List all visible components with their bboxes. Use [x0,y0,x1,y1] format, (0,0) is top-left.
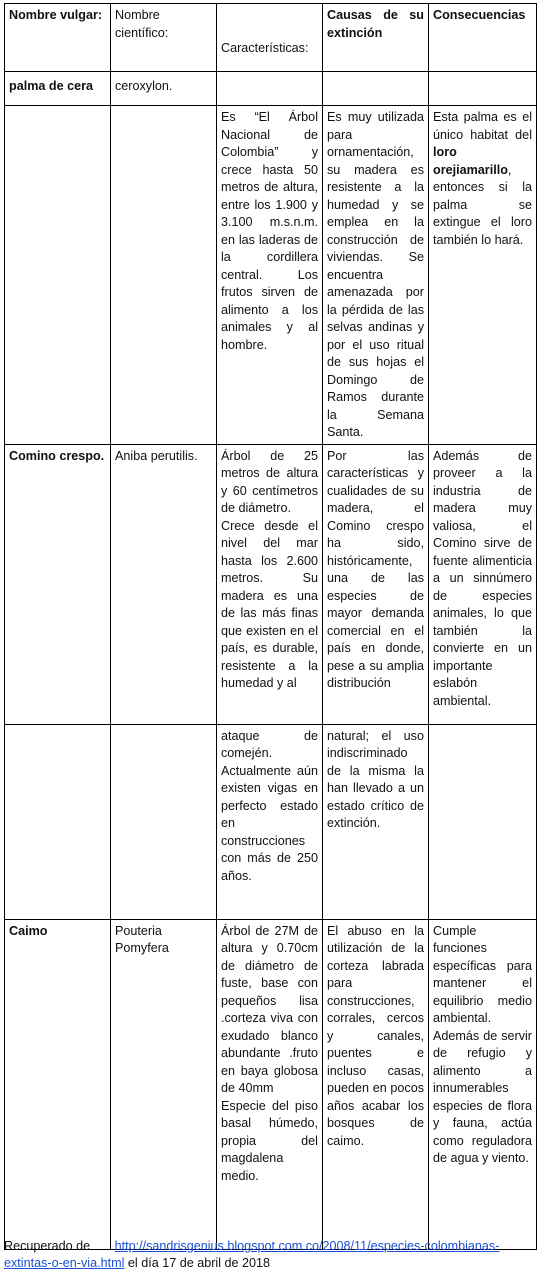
caracteristicas-paragraph: ataque de comején. [221,728,318,760]
cell-causas: El abuso en la utilización de la corteza labrada para construcciones, corrales, cercos y canales, puentes e incluso casas, pueden en pocos años acabar los bosques de caimo. [323,919,429,1249]
citation-prefix: Recuperado de [4,1239,91,1253]
cell-causas: Por las características y cualidades de su madera, el Comino crespo ha sido, históricamente, una de las especies de mayor demanda comercial en el país en donde, pese a su amplia distribución [323,444,429,724]
cell-consecuencias [429,106,537,445]
table-row [5,72,537,106]
cell-causas: natural; el uso indiscriminado de la misma la han llevado a un estado crítico de extinción. [323,724,429,919]
table-header-row [5,4,537,72]
cell-cientifico [111,724,217,919]
citation-suffix: el día 17 de abril de 2018 [124,1256,271,1270]
consecuencias-text-pre: Esta palma es el único habitat del [433,110,532,142]
header-consecuencias: Consecuencias [429,4,537,72]
cell-vulgar [5,724,111,919]
cell-causas [323,72,429,106]
table-row [5,444,537,724]
document-page [4,3,536,1250]
table-row [5,106,537,445]
cell-consecuencias [429,72,537,106]
header-caracteristicas-label: Características: [221,40,309,55]
caracteristicas-paragraph: Árbol de 25 metros de altura y 60 centímetros de diámetro. [221,448,318,515]
consecuencias-paragraph: Además de servir de refugio y alimento a innumerables especies de flora y fauna, actúa como reguladora de agua y viento. [433,1028,532,1165]
cell-caracteristicas [217,72,323,106]
cell-causas: Es muy utilizada para ornamentación, su madera es resistente a la humedad y se emplea en la construcción de viviendas. Se encuentra amenazada por la pérdida de las selvas andinas y por el uso ritual de sus hojas el Domingo de Ramos durante la Semana Santa. [323,106,429,445]
cell-cientifico: Pouteria Pomyfera [111,919,217,1249]
table-row [5,919,537,1249]
header-nombre-vulgar: Nombre vulgar: [5,4,111,72]
consecuencias-text-bold: loro orejiamarillo [433,145,508,177]
cell-caracteristicas [217,724,323,919]
cell-vulgar: Comino crespo. [5,444,111,724]
cell-caracteristicas [217,919,323,1249]
caracteristicas-paragraph: Crece desde el nivel del mar hasta los 2.600 metros. Su madera es una de las más finas que existen en el país, es durable, resistente a la humedad y al [221,518,318,690]
cell-consecuencias [429,724,537,919]
source-link[interactable]: http://sandrisgenius.blogspot.com.co/2008/11/especies-colombianas-extintas-o-en-via.html [4,1239,500,1270]
cell-consecuencias [429,919,537,1249]
consecuencias-paragraph: Cumple funciones específicas para mantener el equilibrio medio ambiental. [433,923,532,1025]
caracteristicas-paragraph: Actualmente aún existen vigas en perfecto estado en construcciones con más de 250 años. [221,763,318,883]
consecuencias-text-post: , entonces si la palma se extingue el loro también lo hará. [433,162,532,247]
cell-vulgar: palma de cera [5,72,111,106]
species-table [4,3,537,1250]
header-causas: Causas de su extinción [323,4,429,72]
cell-consecuencias: Además de proveer a la industria de madera muy valiosa, el Comino sirve de fuente alimenticia a un sinnúmero de especies animales, lo que también la convierte en un importante eslabón ambiental. [429,444,537,724]
cell-vulgar: Caimo [5,919,111,1249]
cell-vulgar [5,106,111,445]
cell-caracteristicas [217,444,323,724]
source-citation [4,1238,536,1272]
cell-cientifico [111,106,217,445]
table-row [5,724,537,919]
cell-caracteristicas: Es “El Árbol Nacional de Colombia” y crece hasta 50 metros de altura, entre los 1.900 y 3.100 m.s.n.m. en las laderas de la cordillera central. Los frutos sirven de alimento a los animales y al hombre. [217,106,323,445]
cell-cientifico: Aniba perutilis. [111,444,217,724]
header-caracteristicas [217,4,323,72]
header-nombre-cientifico: Nombre científico: [111,4,217,72]
caracteristicas-paragraph: Especie del piso basal húmedo, propia del magdalena medio. [221,1098,318,1183]
cell-cientifico: ceroxylon. [111,72,217,106]
caracteristicas-paragraph: Árbol de 27M de altura y 0.70cm de diámetro de fuste, base con pequeños lisa .corteza viva con exudado blanco abundante .fruto en baya globosa de 40mm [221,923,318,1095]
